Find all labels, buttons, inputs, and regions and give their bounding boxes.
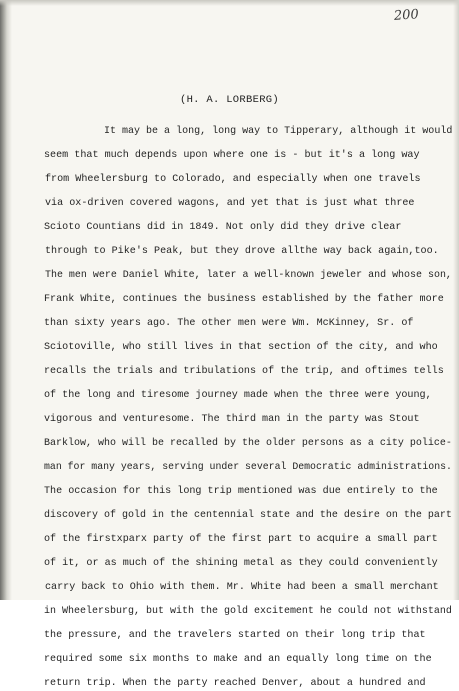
- text-line: Barklow, who will be recalled by the older persons as a city police-: [44, 438, 452, 449]
- text-line: from Wheelersburg to Colorado, and especially when one travels: [45, 174, 421, 185]
- text-line: The men were Daniel White, later a well-known jeweler and whose son,: [45, 270, 452, 281]
- text-line: of the firstxparx party of the first part to acquire a small part: [44, 534, 438, 545]
- page-top-edge: [0, 0, 459, 6]
- text-line: It may be a long, long way to Tipperary, although it would: [104, 126, 453, 137]
- text-line: of the long and tiresome journey made when the three were young,: [44, 390, 432, 401]
- text-line: than sixty years ago. The other men were Wm. McKinney, Sr. of: [44, 318, 414, 329]
- text-line: discovery of gold in the centennial state and the desire on the part: [44, 510, 452, 521]
- text-line: Frank White, continues the business established by the father more: [44, 294, 444, 305]
- text-line: man for many years, serving under several Democratic administrations.: [44, 462, 452, 473]
- text-line: via ox-driven covered wagons, and yet that is just what three: [45, 198, 415, 209]
- text-line: Scioto Countians did in 1849. Not only did they drive clear: [44, 222, 402, 233]
- text-line: in Wheelersburg, but with the gold excitement he could not withstand: [44, 606, 452, 617]
- document-title: (H. A. LORBERG): [179, 94, 279, 106]
- text-line: seem that much depends upon where one is - but it's a long way: [44, 150, 420, 161]
- page-left-edge: [0, 0, 12, 600]
- text-line: required some six months to make and an equally long time on the: [44, 654, 432, 665]
- text-line: The occasion for this long trip mentioned was due entirely to the: [44, 486, 438, 497]
- text-line: recalls the trials and tribulations of the trip, and oftimes tells: [44, 366, 444, 377]
- text-line: Sciotoville, who still lives in that section of the city, and who: [44, 342, 438, 353]
- text-line: of it, or as much of the shining metal as they could conveniently: [44, 558, 438, 569]
- text-line: vigorous and venturesome. The third man in the party was Stout: [44, 414, 420, 425]
- text-line: through to Pike's Peak, but they drove allthe way back again,too.: [45, 246, 439, 257]
- page-right-edge: [453, 0, 459, 600]
- text-line: return trip. When the party reached Denver, about a hundred and: [44, 678, 426, 689]
- text-line: carry back to Ohio with them. Mr. White had been a small merchant: [45, 582, 439, 593]
- handwritten-page-number: 200: [393, 7, 420, 24]
- text-line: the pressure, and the travelers started on their long trip that: [44, 630, 426, 641]
